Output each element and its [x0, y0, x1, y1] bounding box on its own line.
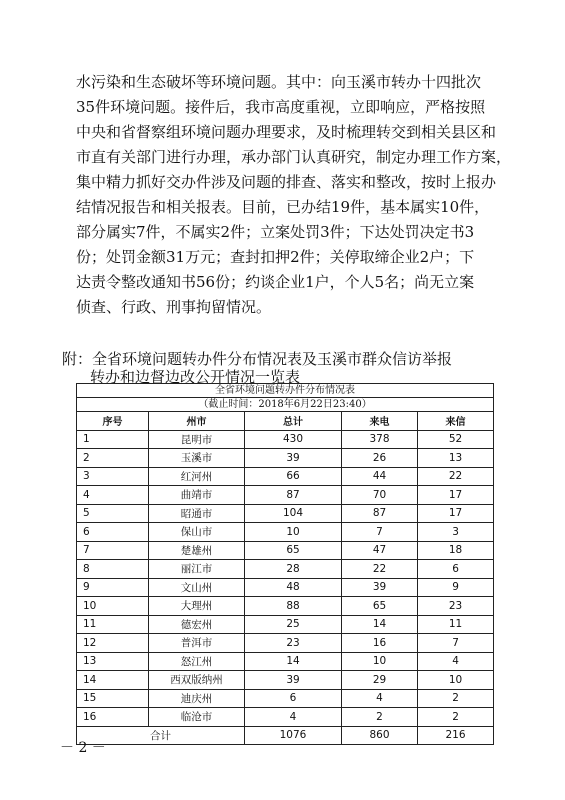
cell-total: 430 — [245, 430, 342, 449]
table-title-row — [77, 384, 494, 398]
cell-city: 西双版纳州 — [149, 671, 245, 690]
cell-letter: 52 — [418, 430, 494, 449]
header-seq: 序号 — [77, 412, 149, 431]
cell-phone: 39 — [342, 578, 418, 597]
cell-phone: 26 — [342, 449, 418, 468]
cell-total: 28 — [245, 560, 342, 579]
cell-phone: 10 — [342, 652, 418, 671]
cell-letter: 17 — [418, 486, 494, 505]
cell-letter: 6 — [418, 560, 494, 579]
cell-letter: 22 — [418, 467, 494, 486]
cell-total: 39 — [245, 449, 342, 468]
cell-total: 66 — [245, 467, 342, 486]
cell-seq: 7 — [77, 541, 149, 560]
cell-total: 65 — [245, 541, 342, 560]
annex-title-line2: 转办和边督边改公开情况一览表 — [90, 368, 301, 386]
table-row — [77, 504, 494, 523]
cell-total: 10 — [245, 523, 342, 542]
header-total: 总计 — [245, 412, 342, 431]
cell-total: 6 — [245, 689, 342, 708]
cell-phone: 14 — [342, 615, 418, 634]
cell-phone: 65 — [342, 597, 418, 616]
paragraph-line: 35件环境问题。接件后，我市高度重视，立即响应，严格按照 — [76, 98, 486, 116]
table-row — [77, 671, 494, 690]
cell-total: 104 — [245, 504, 342, 523]
table-subtitle-row — [77, 398, 494, 412]
cell-seq: 15 — [77, 689, 149, 708]
cell-letter: 7 — [418, 634, 494, 653]
cell-letter: 2 — [418, 708, 494, 727]
cell-city: 昭通市 — [149, 504, 245, 523]
cell-phone: 70 — [342, 486, 418, 505]
page-number: － 2 － — [60, 740, 106, 756]
table-subtitle: （截止时间：2018年6月22日23:40） — [77, 398, 494, 412]
header-phone: 来电 — [342, 412, 418, 431]
table-row — [77, 430, 494, 449]
cell-seq: 14 — [77, 671, 149, 690]
cell-city: 玉溪市 — [149, 449, 245, 468]
cell-letter: 9 — [418, 578, 494, 597]
cell-phone: 2 — [342, 708, 418, 727]
cell-seq: 2 — [77, 449, 149, 468]
table-row — [77, 708, 494, 727]
cell-seq: 10 — [77, 597, 149, 616]
cell-seq: 13 — [77, 652, 149, 671]
cell-total: 14 — [245, 652, 342, 671]
cell-city: 红河州 — [149, 467, 245, 486]
cell-seq: 4 — [77, 486, 149, 505]
header-city: 州市 — [149, 412, 245, 431]
cell-city: 迪庆州 — [149, 689, 245, 708]
cell-phone: 44 — [342, 467, 418, 486]
cell-seq: 5 — [77, 504, 149, 523]
cell-seq: 12 — [77, 634, 149, 653]
annex-title-line1: 附：全省环境问题转办件分布情况表及玉溪市群众信访举报 — [62, 350, 453, 368]
cell-city: 曲靖市 — [149, 486, 245, 505]
distribution-table — [76, 383, 494, 745]
cell-phone: 4 — [342, 689, 418, 708]
cell-seq: 11 — [77, 615, 149, 634]
cell-phone: 22 — [342, 560, 418, 579]
cell-phone: 47 — [342, 541, 418, 560]
cell-letter: 10 — [418, 671, 494, 690]
cell-seq: 8 — [77, 560, 149, 579]
total-letter: 216 — [418, 726, 494, 745]
cell-city: 保山市 — [149, 523, 245, 542]
cell-letter: 4 — [418, 652, 494, 671]
cell-total: 39 — [245, 671, 342, 690]
cell-total: 4 — [245, 708, 342, 727]
total-total: 1076 — [245, 726, 342, 745]
table-row — [77, 541, 494, 560]
cell-city: 丽江市 — [149, 560, 245, 579]
cell-city: 昆明市 — [149, 430, 245, 449]
cell-city: 德宏州 — [149, 615, 245, 634]
cell-city: 普洱市 — [149, 634, 245, 653]
cell-letter: 18 — [418, 541, 494, 560]
paragraph-line: 侦查、行政、刑事拘留情况。 — [76, 298, 272, 316]
table-title: 全省环境问题转办件分布情况表 — [77, 384, 494, 398]
paragraph-line: 份；处罚金额31万元；查封扣押2件；关停取缔企业2户；下 — [76, 248, 475, 266]
cell-phone: 378 — [342, 430, 418, 449]
cell-seq: 6 — [77, 523, 149, 542]
cell-letter: 23 — [418, 597, 494, 616]
cell-city: 临沧市 — [149, 708, 245, 727]
header-letter: 来信 — [418, 412, 494, 431]
paragraph-line: 部分属实7件，不属实2件；立案处罚3件；下达处罚决定书3 — [76, 223, 475, 241]
cell-phone: 29 — [342, 671, 418, 690]
table-row — [77, 578, 494, 597]
table-row — [77, 652, 494, 671]
paragraph-line: 集中精力抓好交办件涉及问题的排查、落实和整改，按时上报办 — [76, 173, 497, 191]
table-row — [77, 615, 494, 634]
cell-city: 大理州 — [149, 597, 245, 616]
cell-total: 87 — [245, 486, 342, 505]
table-row — [77, 449, 494, 468]
cell-phone: 87 — [342, 504, 418, 523]
cell-letter: 13 — [418, 449, 494, 468]
total-phone: 860 — [342, 726, 418, 745]
table-row — [77, 467, 494, 486]
annex-title — [62, 350, 512, 386]
cell-seq: 3 — [77, 467, 149, 486]
cell-seq: 1 — [77, 430, 149, 449]
body-paragraph — [76, 70, 512, 320]
table-row — [77, 597, 494, 616]
paragraph-line: 结情况报告和相关报表。目前，已办结19件，基本属实10件， — [76, 198, 490, 216]
cell-letter: 2 — [418, 689, 494, 708]
cell-letter: 17 — [418, 504, 494, 523]
cell-seq: 9 — [77, 578, 149, 597]
cell-phone: 16 — [342, 634, 418, 653]
table-row — [77, 523, 494, 542]
paragraph-line: 水污染和生态破坏等环境问题。其中：向玉溪市转办十四批次 — [76, 73, 482, 91]
paragraph-line: 中央和省督察组环境问题办理要求，及时梳理转交到相关县区和 — [76, 123, 497, 141]
cell-phone: 7 — [342, 523, 418, 542]
paragraph-line: 市直有关部门进行办理，承办部门认真研究，制定办理工作方案， — [76, 148, 512, 166]
cell-city: 怒江州 — [149, 652, 245, 671]
cell-letter: 3 — [418, 523, 494, 542]
cell-total: 88 — [245, 597, 342, 616]
cell-total: 23 — [245, 634, 342, 653]
table-header-row — [77, 412, 494, 431]
total-label: 合计 — [77, 726, 245, 745]
cell-city: 文山州 — [149, 578, 245, 597]
paragraph-line: 达责令整改通知书56份；约谈企业1户，个人5名；尚无立案 — [76, 273, 475, 291]
table-row — [77, 634, 494, 653]
table-row — [77, 486, 494, 505]
table-total-row — [77, 726, 494, 745]
cell-total: 25 — [245, 615, 342, 634]
table-row — [77, 689, 494, 708]
cell-seq: 16 — [77, 708, 149, 727]
cell-letter: 11 — [418, 615, 494, 634]
cell-total: 48 — [245, 578, 342, 597]
table-row — [77, 560, 494, 579]
cell-city: 楚雄州 — [149, 541, 245, 560]
